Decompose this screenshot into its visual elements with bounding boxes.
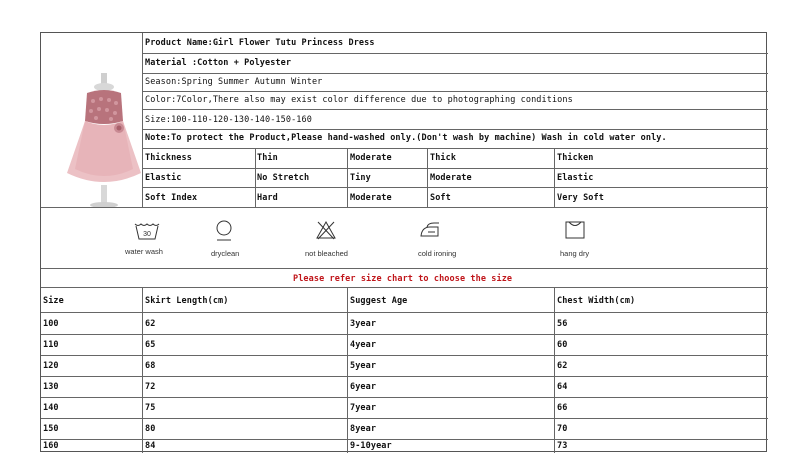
property-option: Thicken [557, 153, 594, 163]
table-cell: 56 [557, 319, 568, 329]
table-cell: 84 [145, 441, 156, 451]
product-note: Note:To protect the Product,Please hand-washed only.(Don't wash by machine) Wash in cold water only. [145, 133, 667, 143]
property-option: Moderate [350, 153, 392, 163]
dress-photo [63, 73, 145, 213]
table-cell: 110 [43, 340, 59, 350]
size-chart-header: Size [43, 296, 64, 306]
size-chart-header: Chest Width(cm) [557, 296, 636, 306]
table-cell: 130 [43, 382, 59, 392]
table-cell: 160 [43, 441, 59, 451]
property-label: Soft Index [145, 193, 198, 203]
property-option: Moderate [430, 173, 472, 183]
no-bleach-icon [315, 220, 337, 240]
wash-tub-30-icon [134, 222, 160, 240]
property-option: Elastic [557, 173, 594, 183]
product-material: Material :Cotton + Polyester [145, 58, 292, 68]
table-cell: 9-10year [350, 441, 392, 451]
care-label-dryclean: dryclean [211, 249, 240, 258]
size-chart-header: Suggest Age [350, 296, 408, 306]
table-cell: 3year [350, 319, 377, 329]
care-label-cold-ironing: cold ironing [418, 249, 457, 258]
property-option: Moderate [350, 193, 392, 203]
table-cell: 120 [43, 361, 59, 371]
property-option: Tiny [350, 173, 371, 183]
table-cell: 6year [350, 382, 377, 392]
table-cell: 62 [557, 361, 568, 371]
table-cell: 66 [557, 403, 568, 413]
property-option: Very Soft [557, 193, 604, 203]
table-cell: 65 [145, 340, 156, 350]
product-spec-sheet [40, 32, 767, 452]
property-label: Elastic [145, 173, 182, 183]
product-size: Size:100-110-120-130-140-150-160 [145, 115, 312, 125]
table-cell: 4year [350, 340, 377, 350]
property-option: No Stretch [257, 173, 310, 183]
size-chart-header: Skirt Length(cm) [145, 296, 229, 306]
table-cell: 75 [145, 403, 156, 413]
property-option: Hard [257, 193, 278, 203]
care-label-hang-dry: hang dry [560, 249, 590, 258]
property-label: Thickness [145, 153, 192, 163]
wash-temp: 30 [143, 231, 151, 238]
table-cell: 70 [557, 424, 568, 434]
table-cell: 73 [557, 441, 568, 451]
size-chart-notice: Please refer size chart to choose the size [293, 274, 513, 284]
table-cell: 80 [145, 424, 156, 434]
property-option: Soft [430, 193, 451, 203]
table-cell: 68 [145, 361, 156, 371]
table-cell: 7year [350, 403, 377, 413]
property-option: Thin [257, 153, 278, 163]
care-label-not-bleached: not bleached [305, 249, 348, 258]
iron-icon [418, 221, 442, 239]
table-cell: 8year [350, 424, 377, 434]
table-cell: 60 [557, 340, 568, 350]
care-label-water-wash: water wash [125, 247, 163, 256]
product-season: Season:Spring Summer Autumn Winter [145, 77, 323, 87]
table-cell: 150 [43, 424, 59, 434]
table-cell: 140 [43, 403, 59, 413]
table-cell: 72 [145, 382, 156, 392]
dryclean-circle-icon [215, 219, 233, 243]
table-cell: 5year [350, 361, 377, 371]
table-cell: 64 [557, 382, 568, 392]
property-option: Thick [430, 153, 457, 163]
product-color: Color:7Color,There also may exist color difference due to photographing conditions [145, 95, 573, 105]
product-name: Product Name:Girl Flower Tutu Princess Dress [145, 38, 375, 48]
table-cell: 100 [43, 319, 59, 329]
table-cell: 62 [145, 319, 156, 329]
hang-dry-icon [565, 220, 585, 240]
